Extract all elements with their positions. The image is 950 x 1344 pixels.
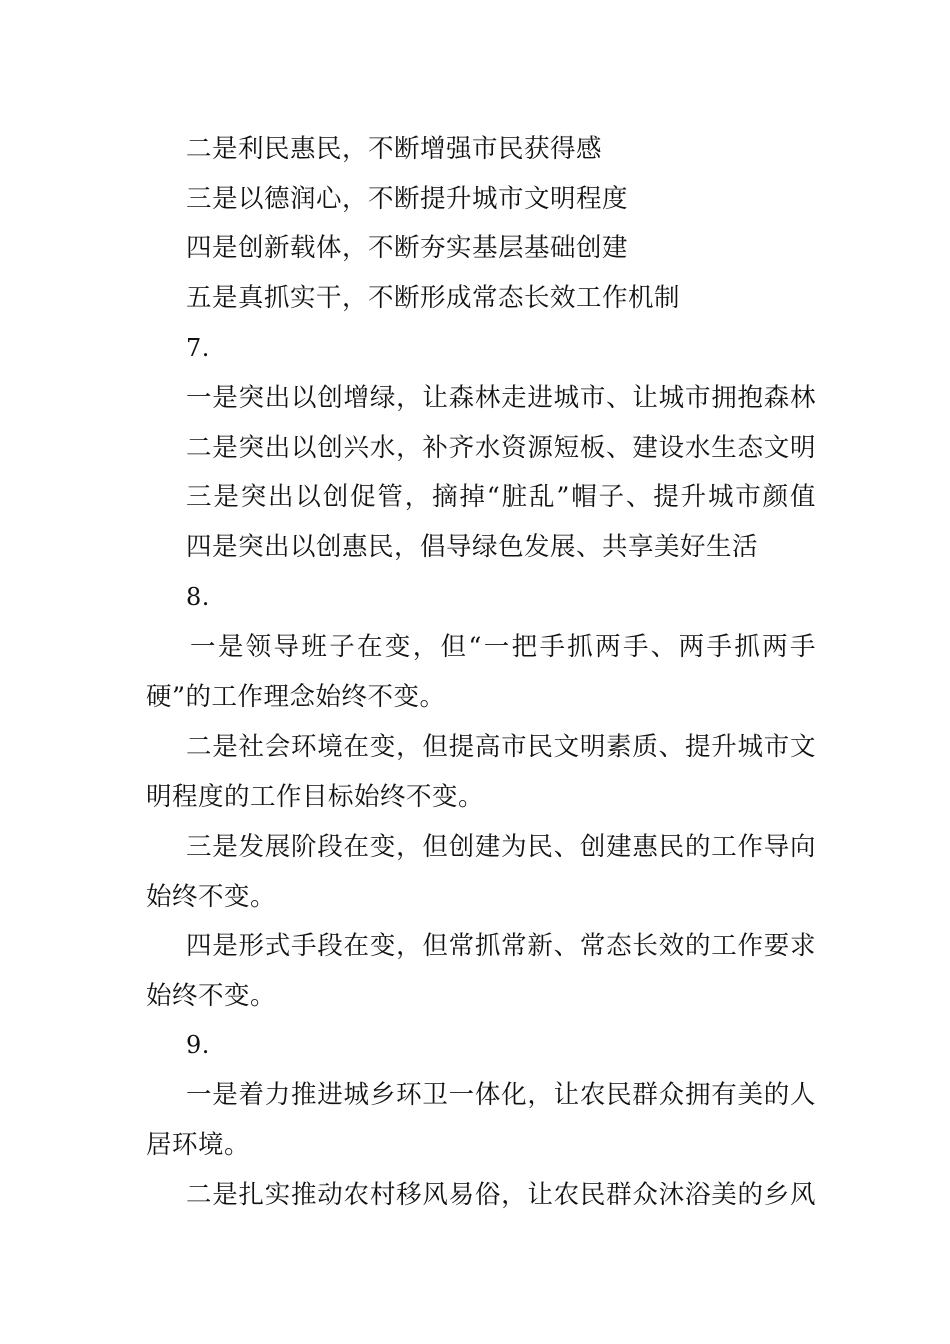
text-line: 一是突出以创增绿，让森林走进城市、让城市拥抱森林 (186, 383, 816, 413)
text-line: 三是发展阶段在变，但创建为民、创建惠民的工作导向 (186, 832, 816, 862)
text-line: 一是着力推进城乡环卫一体化，让农民群众拥有美的人 (186, 1080, 816, 1110)
text-line: 二是扎实推动农村移风易俗，让农民群众沐浴美的乡风 (186, 1180, 816, 1210)
text-line: 始终不变。 (146, 882, 277, 912)
text-line: 五是真抓实干，不断形成常态长效工作机制 (186, 283, 681, 313)
text-line: 一是领导班子在变，但“一把手抓两手、两手抓两手 (190, 632, 816, 662)
text-line: 二是利民惠民，不断增强市民获得感 (186, 134, 603, 164)
text-line: 明程度的工作目标始终不变。 (146, 782, 485, 812)
text-line: 二是突出以创兴水，补齐水资源短板、建设水生态文明 (186, 433, 816, 463)
text-line: 始终不变。 (146, 981, 277, 1011)
section-number: 8. (186, 583, 210, 611)
section-number: 7. (186, 334, 210, 362)
text-line: 三是突出以创促管，摘掉“脏乱”帽子、提升城市颜值 (186, 482, 816, 512)
text-line: 硬”的工作理念始终不变。 (146, 682, 446, 712)
text-line: 二是社会环境在变，但提高市民文明素质、提升城市文 (186, 732, 816, 762)
text-line: 四是突出以创惠民，倡导绿色发展、共享美好生活 (186, 532, 759, 562)
text-line: 居环境。 (146, 1130, 251, 1160)
text-line: 四是创新载体，不断夯实基层基础创建 (186, 233, 629, 263)
text-line: 四是形式手段在变，但常抓常新、常态长效的工作要求 (186, 931, 816, 961)
text-line: 三是以德润心，不断提升城市文明程度 (186, 184, 629, 214)
section-number: 9. (186, 1031, 210, 1059)
